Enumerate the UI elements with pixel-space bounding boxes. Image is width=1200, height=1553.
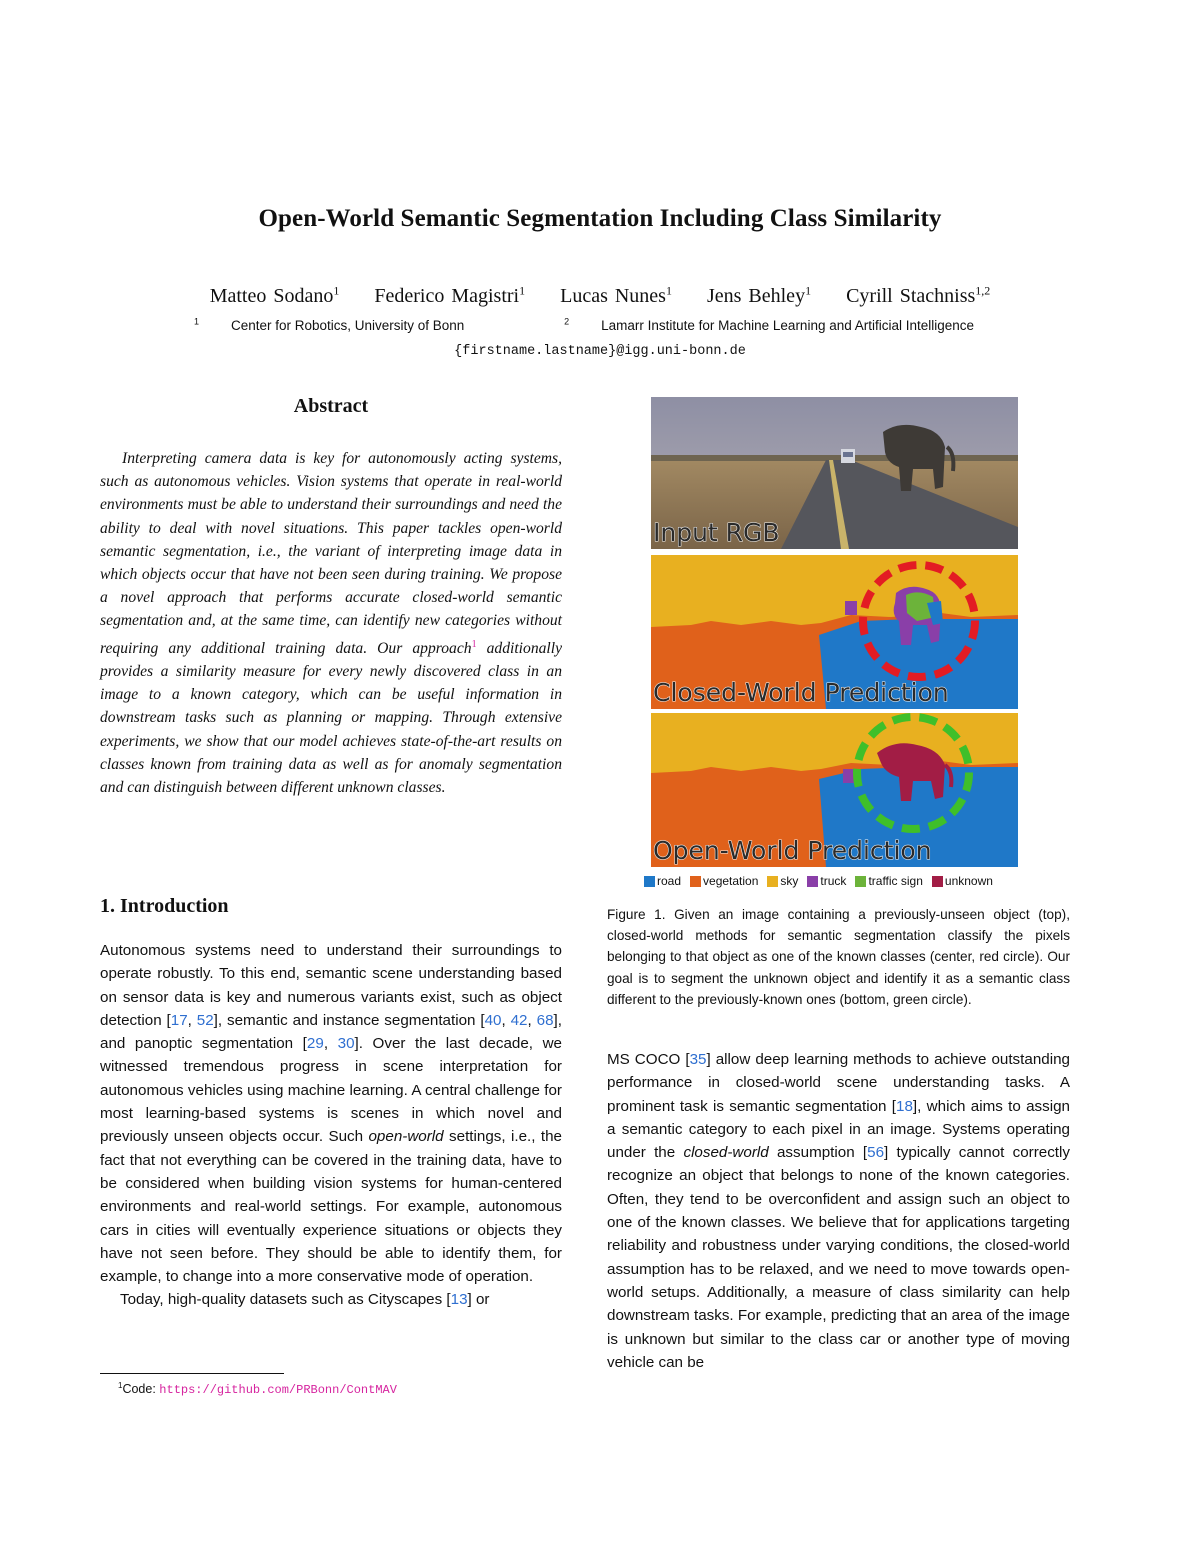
figure-panel-closed-world — [651, 555, 1018, 709]
legend-swatch — [855, 876, 866, 887]
introduction-body — [100, 939, 562, 1312]
author: Cyrill Stachniss$^{1,2}$ — [846, 283, 991, 307]
legend-item — [690, 874, 758, 888]
citation-link[interactable]: 52 — [196, 1011, 214, 1029]
legend-item — [855, 874, 922, 888]
citation-link[interactable]: 42 — [510, 1011, 528, 1029]
legend-swatch — [767, 876, 778, 887]
legend-label: road — [657, 874, 682, 888]
text-run: Autonomous systems need to understand their surroundings to operate robustly. To this end, semantic scene understanding based on sensor data is key and numerous variants exist, such as object detection [ — [100, 942, 562, 1029]
citation-link[interactable]: 30 — [337, 1035, 355, 1053]
footnote: $^1$Code: https://github.com/PRBonn/ContMAV — [118, 1381, 397, 1398]
citation-link[interactable]: 35 — [689, 1051, 707, 1068]
text-run: settings, i.e., the fact that not everything can be covered in the training data, have to be considered when building vision systems for human-centered environments and real-world settings. For example, autonomous cars in cities will eventually experience situations or objects they have not seen before. They should be able to identify them, for example, to change into a more conservative mode of operation. — [100, 1128, 562, 1286]
footnote-rule — [100, 1373, 284, 1374]
legend-label: vegetation — [703, 874, 759, 888]
panel-label: Closed-World Prediction — [653, 678, 949, 707]
legend-item — [932, 874, 993, 888]
legend-item — [807, 874, 846, 888]
citation-link[interactable]: 56 — [867, 1144, 885, 1162]
citation-link[interactable]: 68 — [536, 1011, 554, 1029]
affiliations — [0, 316, 1200, 333]
footnote-mark[interactable]: 1 — [471, 638, 477, 650]
legend-label: unknown — [944, 874, 993, 888]
legend-swatch — [932, 876, 943, 887]
text-run: ] typically cannot correctly recognize an object that belongs to none of the known categories. Often, they tend to be overconfident and assign such an object to one of the known classes. We believe that for applications targeting reliability and robustness under varying conditions, the closed-world assumption has to be relaxed, and we need to move towards open-world setups. Additionally, a measure of class similarity can help downstream tasks. For example, predicting that an area of the image is unknown but similar to the class car or another type of moving vehicle can be — [607, 1144, 1070, 1371]
citation-link[interactable]: 13 — [450, 1291, 468, 1309]
section-heading-introduction: 1. Introduction — [100, 895, 229, 917]
introduction-continued — [607, 1048, 1070, 1374]
abstract-body: Interpreting camera data is key for autonomously acting systems, such as autonomous vehicles. Vision systems that operate in real-world environments must be able to understand their surroundings and need the ability to deal with novel situations. This paper tackles open-world semantic segmentation, i.e., the variant of interpreting image data in which objects occur that have not been seen during training. We propose a novel approach that performs accurate closed-world semantic segmentation and, at the same time, can identify new categories without requiring any additional training data. Our approach$^1$ additionally provides a similarity measure for every newly discovered class in an image to a known category, which can be useful information in downstream tasks such as planning or mapping. Through extensive experiments, we show that our model achieves state-of-the-art results on classes known from training data as well as for anomaly segmentation and can distinguish between different unknown classes. — [100, 450, 562, 797]
text-run: ], which aims to assign a semantic category to each pixel in an image. Systems operating under the — [607, 1097, 1071, 1162]
affiliation: $^2$ Lamarr Institute for Machine Learning and Artificial Intelligence — [564, 316, 975, 333]
affiliation: $^1$ Center for Robotics, University of Bonn — [193, 316, 465, 333]
text-run: , — [527, 1011, 537, 1029]
emphasis: closed-world — [683, 1144, 769, 1162]
author-list — [0, 283, 1200, 308]
abstract-heading: Abstract — [293, 395, 369, 417]
author: Jens Behley$^1$ — [706, 283, 812, 307]
legend-swatch — [690, 876, 701, 887]
paragraph — [100, 1288, 562, 1311]
author: Federico Magistri$^1$ — [374, 283, 526, 307]
legend-swatch — [807, 876, 818, 887]
legend-label: traffic sign — [868, 874, 923, 888]
legend-item — [767, 874, 798, 888]
panel-label: Open-World Prediction — [653, 836, 932, 865]
author: Matteo Sodano$^1$ — [209, 283, 340, 307]
paper-title: Open-World Semantic Segmentation Including Class Similarity — [258, 205, 942, 232]
citation-link[interactable]: 17 — [170, 1011, 188, 1029]
code-link[interactable]: https://github.com/PRBonn/ContMAV — [159, 1383, 397, 1398]
text-run: ] or — [467, 1291, 490, 1309]
text-run: , — [187, 1011, 197, 1029]
emphasis: open-world — [368, 1128, 444, 1146]
figure-legend — [644, 874, 1029, 888]
citation-link[interactable]: 40 — [484, 1011, 502, 1029]
text-run: ] allow deep learning methods to achieve outstanding performance in closed-world scene understanding tasks. A prominent task is semantic segmentation [ — [607, 1051, 1070, 1115]
legend-label: sky — [780, 874, 799, 888]
legend-label: truck — [820, 874, 847, 888]
text-run: MS COCO [ — [607, 1051, 690, 1068]
legend-item — [644, 874, 681, 888]
text-run: Today, high-quality datasets such as Cityscapes [ — [120, 1291, 451, 1309]
text-run: , — [501, 1011, 511, 1029]
figure-panel-input-rgb — [651, 397, 1018, 549]
text-run: ], semantic and instance segmentation [ — [213, 1011, 485, 1029]
author-email: {firstname.lastname}@igg.uni-bonn.de — [454, 344, 746, 359]
author: Lucas Nunes$^1$ — [560, 283, 672, 307]
text-run: , — [323, 1035, 338, 1053]
text-run: ], and panoptic segmentation [ — [100, 1011, 562, 1053]
figure-panel-open-world — [651, 713, 1018, 867]
citation-link[interactable]: 29 — [306, 1035, 324, 1053]
citation-link[interactable]: 18 — [896, 1097, 913, 1115]
paragraph — [607, 1048, 1070, 1374]
panel-label: Input RGB — [653, 518, 780, 547]
legend-swatch — [644, 876, 655, 887]
paragraph — [100, 939, 562, 1288]
text-run: assumption [ — [768, 1144, 868, 1162]
figure-caption: Figure 1. Given an image containing a previously-unseen object (top), closed-world methods for semantic segmentation classify the pixels belonging to that object as one of the known classes (center, red circle). Our goal is to segment the unknown object and identify it as a semantic class different to the previously-known ones (bottom, green circle). — [607, 907, 1070, 1007]
text-run: ]. Over the last decade, we witnessed tremendous progress in scene interpretation for autonomous vehicles using machine learning. A central challenge for most learning-based systems is scenes in which novel and previously unseen objects occur. Such — [100, 1035, 562, 1146]
